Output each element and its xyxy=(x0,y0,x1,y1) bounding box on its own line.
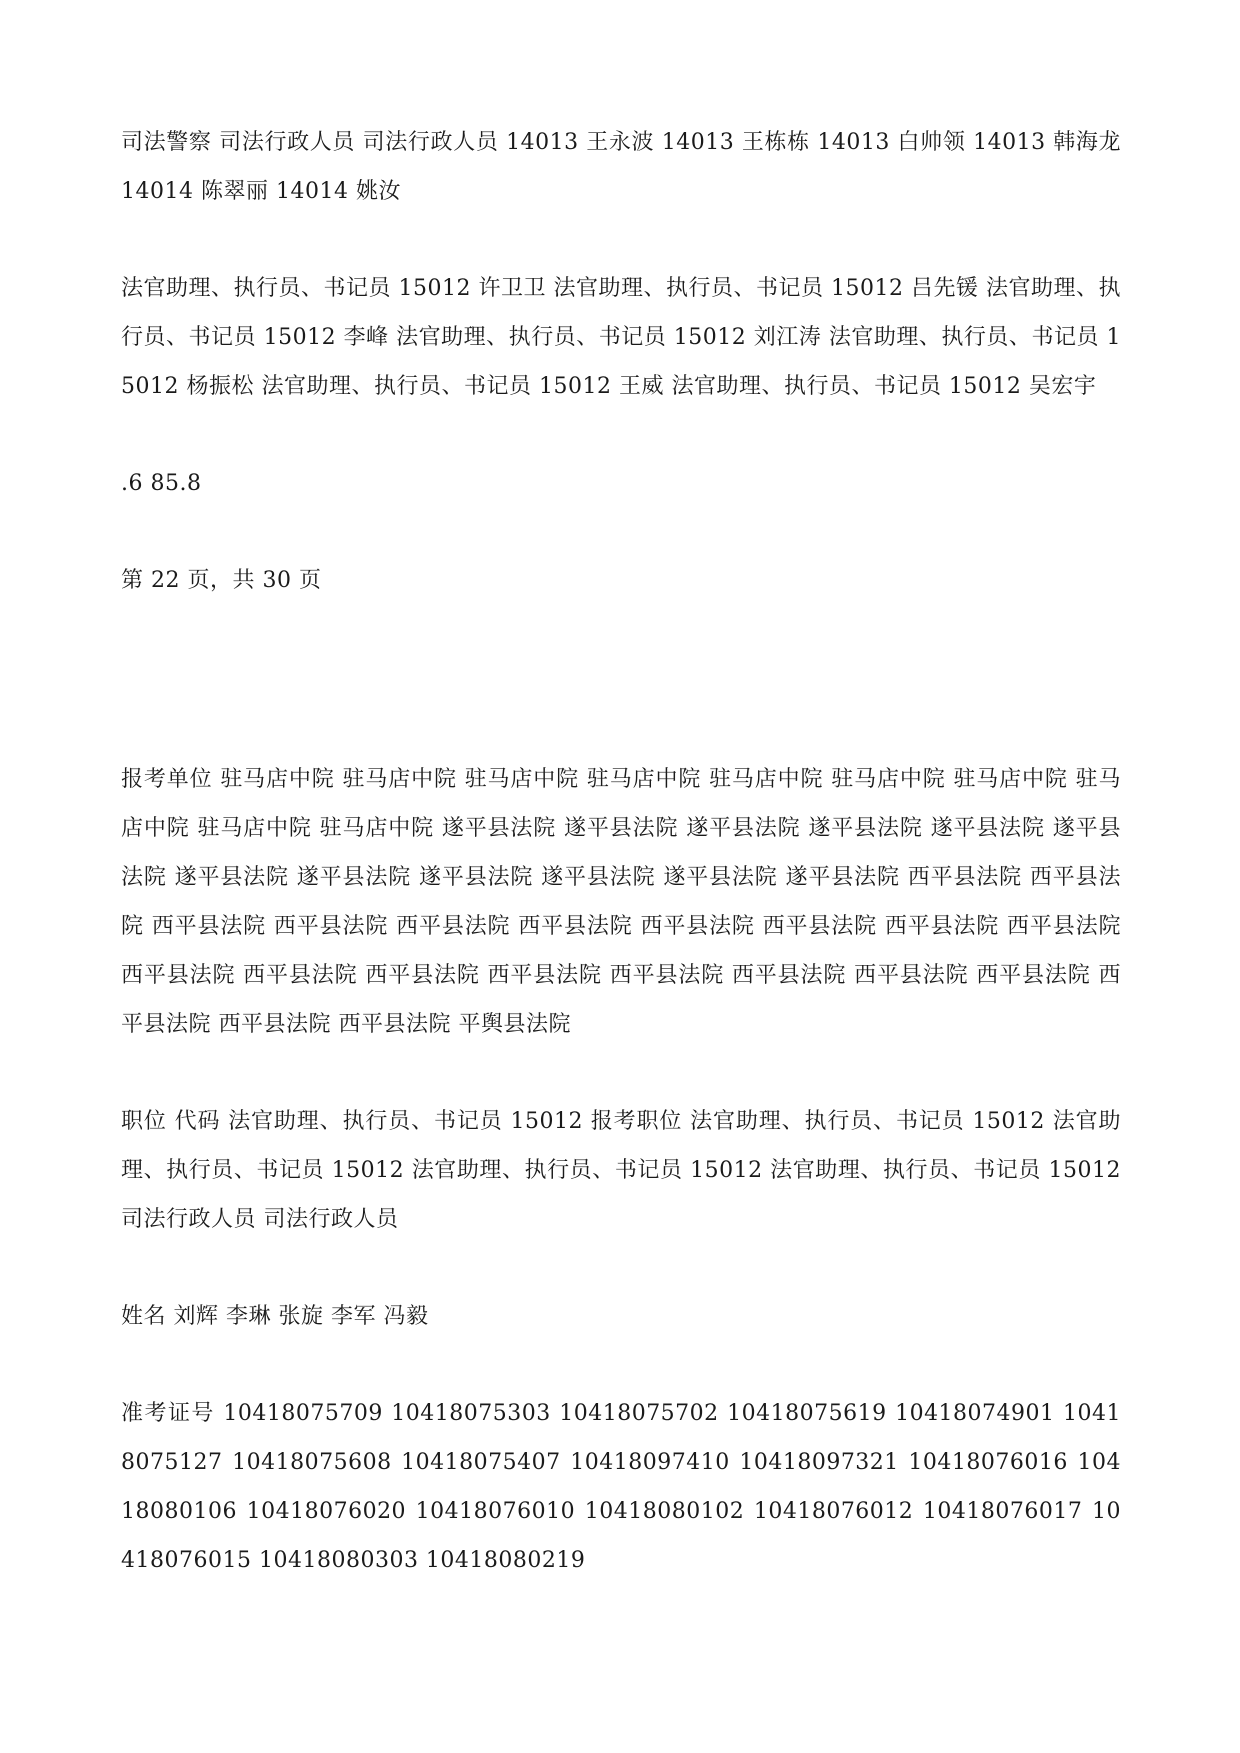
paragraph-judicial-police: 司法警察 司法行政人员 司法行政人员 14013 王永波 14013 王栋栋 14013 白帅领 14013 韩海龙 14014 陈翠丽 14014 姚汝 xyxy=(121,130,1121,204)
paragraph-units: 报考单位 驻马店中院 驻马店中院 驻马店中院 驻马店中院 驻马店中院 驻马店中院 驻马店中院 驻马店中院 驻马店中院 驻马店中院 遂平县法院 遂平县法院 遂平县法院 遂平县法院 遂平县法院 遂平县法院 遂平县法院 遂平县法院 遂平县法院 遂平县法院 遂平县法院 遂平县法院 西平县法院 西平县法院 西平县法院 西平县法院 西平县法院 西平县法院 西平县法院 西平县法院 西平县法院 西平县法院 西平县法院 西平县法院 西平县法院 西平县法院 西平县法院 西平县法院 西平县法院 西平县法院 西平县法院 西平县法院 西平县法院 平舆县法院 xyxy=(121,767,1121,1037)
page-number: 第 22 页，共 30 页 xyxy=(121,568,322,593)
paragraph-scores: .6 85.8 xyxy=(121,471,202,496)
paragraph-exam-ids: 准考证号 10418075709 10418075303 10418075702 10418075619 10418074901 10418075127 10418075608 10418075407 10418097410 10418097321 10418076016 10418080106 10418076020 10418076010 10418080102 10418076012 10418076017 10418076015 10418080303 10418080219 xyxy=(121,1401,1121,1573)
document-page xyxy=(121,118,1121,1585)
paragraph-judge-assistants: 法官助理、执行员、书记员 15012 许卫卫 法官助理、执行员、书记员 15012 吕先锾 法官助理、执行员、书记员 15012 李峰 法官助理、执行员、书记员 15012 刘江涛 法官助理、执行员、书记员 15012 杨振松 法官助理、执行员、书记员 15012 王威 法官助理、执行员、书记员 15012 吴宏宇 xyxy=(121,276,1121,399)
paragraph-names: 姓名 刘辉 李琳 张旋 李军 冯毅 xyxy=(121,1304,429,1329)
paragraph-positions: 职位 代码 法官助理、执行员、书记员 15012 报考职位 法官助理、执行员、书记员 15012 法官助理、执行员、书记员 15012 法官助理、执行员、书记员 15012 法官助理、执行员、书记员 15012 司法行政人员 司法行政人员 xyxy=(121,1109,1121,1232)
